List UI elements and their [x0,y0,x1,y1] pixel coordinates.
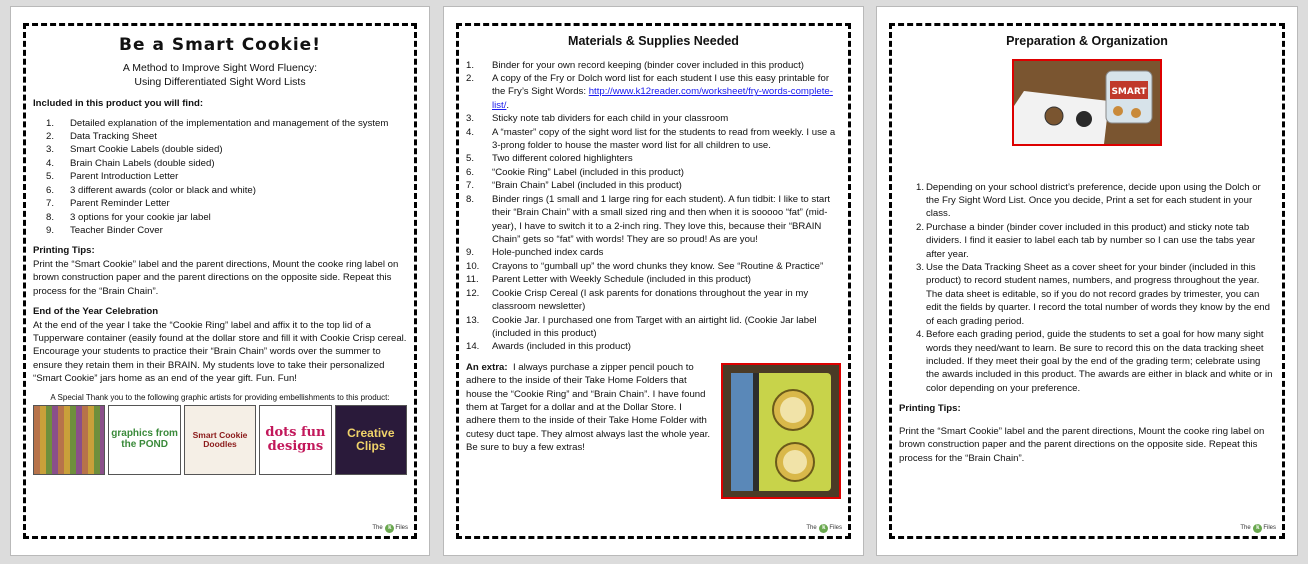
footer-logo: The k Files [372,525,408,531]
leaf-icon: k [385,524,394,533]
celebration-heading: End of the Year Celebration [33,306,159,318]
list-item-body: Smart Cookie Labels (double sided) [70,144,223,156]
list-item [466,340,841,353]
included-list [33,117,407,238]
list-item-text [492,179,841,192]
list-item-text [70,197,407,210]
list-item-body: Parent Introduction Letter [70,171,179,183]
fry-words-link[interactable]: http://www.k12reader.com/worksheet/fry-words-complete-list/ [492,86,833,111]
list-item-body: Binder rings (1 small and 1 large ring for each student). A fun tidbit: I like to start their “Brain Chain” with a small sized ring and then when it is sooooo “fat” (mid-year), I have to switch it to a 2-inch ring. They love this, because their “BRAIN Chain” gets so “fat” with words! They are so proud! As are you! [492,193,831,245]
footer-logo-text: Files [1263,525,1276,531]
list-item-number: 4. [466,126,475,138]
list-item [466,166,841,179]
list-item-number: 4. [46,157,55,169]
list-item [466,126,841,153]
page-title: Be a Smart Cookie! [119,35,321,55]
list-item-body: Data Tracking Sheet [70,131,157,143]
leaf-icon: k [819,524,828,533]
footer-logo-text: Files [395,525,408,531]
pencil-pouch-image [723,365,839,497]
list-item-body: Cookie Jar. I purchased one from Target with an airtight lid. (Cookie Jar label (included in this product) [492,314,817,339]
list-item-text [926,328,1275,395]
list-item-number: 12. [466,287,480,299]
page-3-border [889,23,1285,539]
list-item-text [926,181,1275,221]
list-item-body: Parent Letter with Weekly Schedule (included in this product) [492,274,751,286]
list-item-number: 1. [916,181,925,193]
list-item [33,197,407,210]
list-item-body: Sticky note tab dividers for each child in your classroom [492,113,729,125]
list-item-body: Awards (included in this product) [492,341,632,353]
list-item-text [70,143,407,156]
page-1 [10,6,430,556]
list-item [899,328,1275,395]
list-item-body: Use the Data Tracking Sheet as a cover sheet for your binder (included in this product) to record student names, numbers, and progress throughout the year. The data sheet is editable, so if you do not record grades by trimester, you can edit the fields by quarter. I record the total number of words they know by the end of each grading period. [926,262,1270,327]
list-item-number: 2. [466,72,475,84]
list-item [466,112,841,125]
footer-logo-text: Files [829,525,842,531]
list-item-body: Teacher Binder Cover [70,224,163,236]
list-item [899,181,1275,221]
binder-jar-photo [1012,59,1162,146]
list-item-body: Crayons to “gumball up” the word chunks they know. See “Routine & Practice” [492,260,824,272]
printing-tips-heading: Printing Tips: [33,245,95,257]
list-item-number: 3. [916,262,925,274]
list-item-number: 7. [466,180,475,192]
page-1-border [23,23,417,539]
artist-logo-doodles: Smart Cookie Doodles [184,405,256,475]
list-item-text [492,112,841,125]
artist-logo-creative-clips: Creative Clips [335,405,407,475]
list-item-number: 1. [466,59,475,71]
list-item [33,224,407,237]
list-item-text [492,126,841,153]
list-item [33,170,407,183]
pencil-pouch-photo [721,363,841,499]
list-item-number: 7. [46,198,55,210]
list-item-number: 6. [466,166,475,178]
list-item-number: 8. [46,211,55,223]
list-item-text [70,211,407,224]
list-item [466,193,841,247]
list-item-text [926,221,1275,261]
list-item-body: Parent Reminder Letter [70,198,170,210]
list-item-number: 9. [466,247,475,259]
list-item-text [492,340,841,353]
thanks-text: A Special Thank you to the following graphic artists for providing embellishments to this product: [50,392,390,402]
list-item-text [70,170,407,183]
list-item-number: 6. [46,184,55,196]
list-item-text [492,72,841,112]
extra-label: An extra: [466,361,508,373]
list-item-number: 4. [916,329,925,341]
list-item [466,314,841,341]
list-item-text [492,314,841,341]
list-item [33,157,407,170]
list-item-number: 11. [466,274,479,286]
materials-list [466,59,841,354]
list-item-number: 9. [46,224,55,236]
list-item [33,130,407,143]
list-item-number: 1. [46,117,55,129]
binder-jar-image [1014,61,1160,144]
list-item-text [70,157,407,170]
list-item [466,59,841,72]
list-item-number: 5. [46,171,55,183]
list-item [466,152,841,165]
included-heading: Included in this product you will find: [33,98,204,110]
jar-label-text: SMART [1111,86,1147,97]
page-3 [876,6,1298,556]
artist-logo-bookshelf [33,405,105,475]
list-item [466,246,841,259]
celebration-text: At the end of the year I take the “Cookie Ring” label and affix it to the top lid of a Tupperware container (easily found at the dollar store and fill it with Cookie Crisp cereal. Encourage your students to practice their “Brain Chain” words over the summer to ensure they retain them in their BRAIN. My students love to take their personalized “Smart Cookie” jars home as an end of the year gift. Fun. Fun! [33,319,407,385]
list-item-body: Hole-punched index cards [492,247,604,259]
preparation-steps [899,181,1275,396]
preparation-title: Preparation & Organization [1006,34,1168,48]
list-item-text [492,260,841,273]
list-item-number: 8. [466,193,475,205]
extra-body: I always purchase a zipper pencil pouch to adhere to the inside of their Take Home Folders that house the “Cookie Ring” and “Brain Chain”. I have found them at Target for a dollar and at the Dollar Store. I adhere them to the inside of their Take Home Folder with cutesy duct tape. They almost always last the whole year. Be sure to buy a few extras! [466,361,711,454]
list-item [466,287,841,314]
list-item-number: 3. [46,144,55,156]
list-item-text [70,117,407,130]
subtitle-line-1: A Method to Improve Sight Word Fluency: [122,61,318,74]
artist-logo-pond: graphics from the POND [108,405,180,475]
list-item-text [926,261,1275,328]
list-item-body: 3 different awards (color or black and white) [70,184,256,196]
list-item-body: Purchase a binder (binder cover included in this product) and sticky note tab dividers. I find it easier to label each tab by number so I can use the tabs year after year. [926,221,1256,260]
printing-tips-text: Print the “Smart Cookie” label and the parent directions, Mount the cooke ring label on brown construction paper and the parent directions on the opposite side. Repeat this process for the “Brain Chain”. [33,258,399,297]
list-item-body: 3 options for your cookie jar label [70,211,211,223]
list-item-text [492,273,841,286]
materials-title: Materials & Supplies Needed [568,34,739,48]
list-item-text [492,193,841,247]
list-item-body: Binder for your own record keeping (binder cover included in this product) [492,59,804,71]
artist-logos [33,405,407,475]
list-item-text [492,246,841,259]
list-item [33,143,407,156]
subtitle-line-2: Using Differentiated Sight Word Lists [134,76,306,89]
list-item-text [70,184,407,197]
list-item-body: Before each grading period, guide the students to set a goal for how many sight words they need/want to learn. Be sure to record this on the data tracking sheet included. If they meet their goal by the end of the grading term; celebrate using the awards included in this product. The awards are either in black and white or in color depending on your preference. [926,329,1273,394]
subtitle [33,61,407,90]
list-item-text [70,130,407,143]
list-item-body: A copy of the Fry or Dolch word list for each student I use this easy printable for the Fry’s Sight Words: [492,72,830,98]
list-item-text [492,59,841,72]
list-item [33,211,407,224]
list-item-number: 3. [466,113,475,125]
list-item-body: Detailed explanation of the implementation and management of the system [70,117,389,129]
leaf-icon: k [1253,524,1262,533]
list-item-body: Depending on your school district’s preference, decide upon using the Dolch or the Fry Sight Word List. Once you decide, Print a set for each student in your class. [926,181,1261,220]
list-item-suffix: . [506,99,510,111]
list-item [899,261,1275,328]
artist-logo-dots-fun: dots fun designs [259,405,331,475]
footer-logo: The k Files [806,525,842,531]
list-item [33,117,407,130]
list-item [899,221,1275,261]
list-item-number: 14. [466,341,480,353]
list-item-number: 5. [466,153,475,165]
list-item [33,184,407,197]
list-item-text [492,152,841,165]
list-item-text [492,166,841,179]
page-2-border [456,23,851,539]
list-item-body: “Cookie Ring” Label (included in this product) [492,166,684,178]
page-2 [443,6,864,556]
footer-logo: The k Files [1240,525,1276,531]
list-item-body: “Brain Chain” Label (included in this product) [492,180,682,192]
list-item [466,72,841,112]
list-item-body: Cookie Crisp Cereal (I ask parents for donations throughout the year in my classroom newsletter) [492,287,809,313]
list-item-number: 13. [466,314,480,326]
list-item-body: Brain Chain Labels (double sided) [70,157,215,169]
extra-note [466,361,841,455]
list-item-body: A “master” copy of the sight word list for the students to read from weekly. I use a 3-prong folder to house the master word list for all children to use. [492,126,836,152]
list-item-body: Two different colored highlighters [492,153,633,165]
list-item-number: 2. [916,221,925,233]
list-item-text [70,224,407,237]
list-item-text [492,287,841,314]
printing-tips-heading: Printing Tips: [899,403,961,415]
list-item-number: 10. [466,260,480,272]
list-item [466,273,841,286]
list-item-number: 2. [46,131,55,143]
printing-tips-text: Print the “Smart Cookie” label and the parent directions, Mount the cooke ring label on brown construction paper and the parent directions on the opposite side. Repeat this process for the “Brain Chain”. [899,425,1265,464]
list-item [466,260,841,273]
list-item [466,179,841,192]
